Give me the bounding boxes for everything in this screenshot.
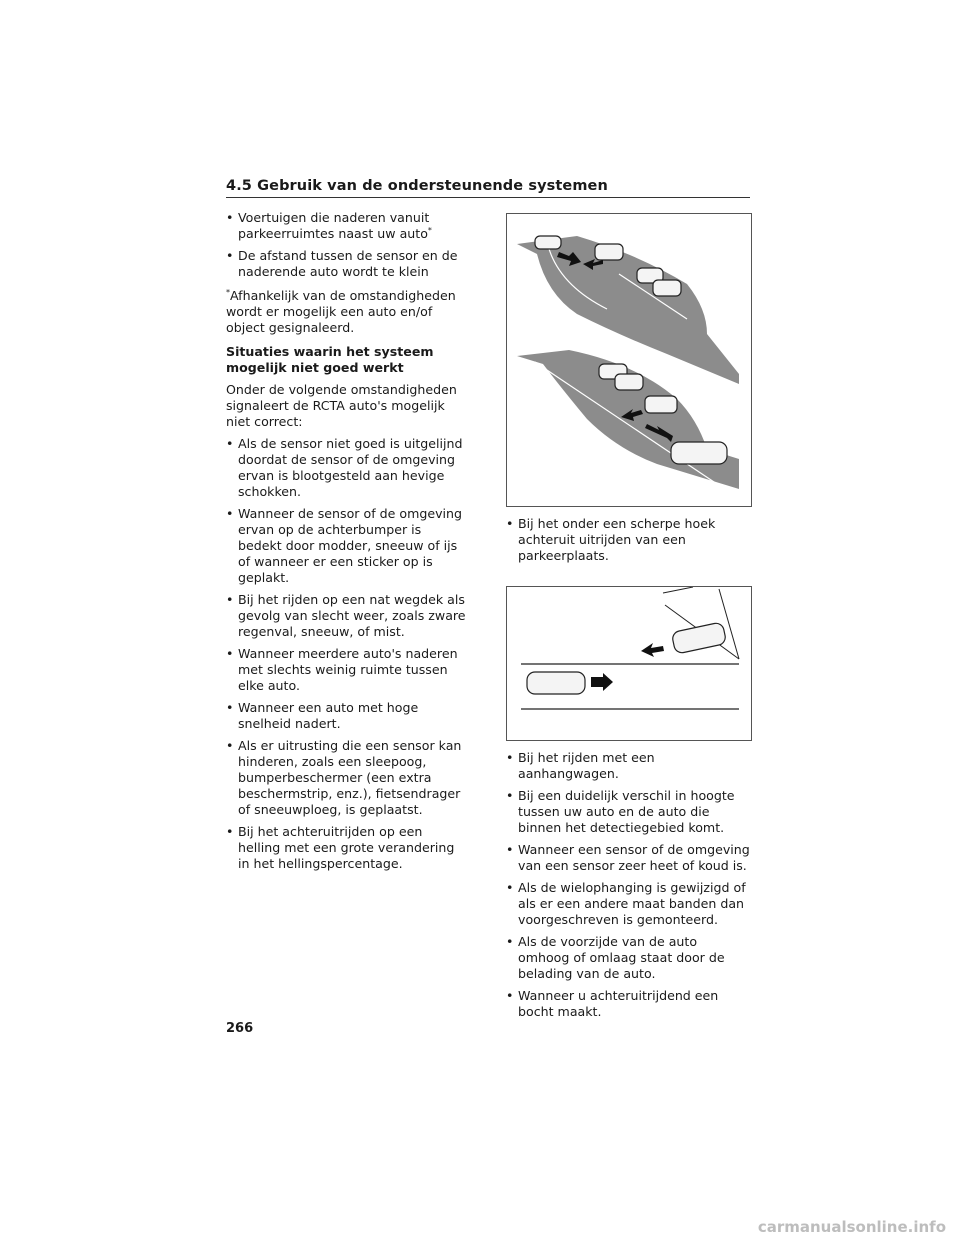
bullet-symbol: • xyxy=(506,516,514,531)
parking-space-line xyxy=(663,587,693,593)
car-icon xyxy=(645,396,677,413)
list-item: • Als er uitrusting die een sensor kan hinderen, zoals een sleepoog, bumperbeschermer (een extra beschermstrip, enz.), fietsendrager of sneeuwploeg, is geplaatst. xyxy=(226,738,462,817)
illustration-parking-angle xyxy=(506,586,752,741)
bullet-symbol: • xyxy=(226,592,234,607)
own-car-icon xyxy=(527,672,585,694)
list-item: • Als de sensor niet goed is uitgelijnd doordat de sensor of de omgeving ervan is blootgesteld aan hevige schokken. xyxy=(226,436,463,499)
parked-car-icon xyxy=(671,622,726,654)
parking-space-line xyxy=(719,589,739,659)
list-item: • Als de wielophanging is gewijzigd of als er een andere maat banden dan voorgeschreven is gemonteerd. xyxy=(506,880,746,927)
illustration-road-traffic xyxy=(506,213,752,507)
road-traffic-illustration xyxy=(507,214,751,506)
bullet-symbol: • xyxy=(226,738,234,753)
bullet-symbol: • xyxy=(226,506,234,521)
intro-paragraph: Onder de volgende omstandigheden signaleert de RCTA auto's mogelijk niet correct: xyxy=(226,382,457,429)
right-column-bottom xyxy=(506,750,750,1026)
bullet-symbol: • xyxy=(226,700,234,715)
bullet-symbol: • xyxy=(226,248,234,263)
bullet-symbol: • xyxy=(506,934,514,949)
footnote-marker: * xyxy=(427,225,432,235)
car-icon xyxy=(615,374,643,390)
car-icon xyxy=(671,442,727,464)
bullet-symbol: • xyxy=(226,436,234,451)
list-item: • Wanneer een sensor of de omgeving van een sensor zeer heet of koud is. xyxy=(506,842,750,873)
car-icon xyxy=(535,236,561,249)
bullet-symbol: • xyxy=(506,842,514,857)
list-item: • Voertuigen die naderen vanuit parkeerruimtes naast uw auto* xyxy=(226,210,432,241)
section-header xyxy=(226,178,750,198)
page-number: 266 xyxy=(226,1021,254,1036)
list-item: • Bij een duidelijk verschil in hoogte tussen uw auto en de auto die binnen het detectiegebied komt. xyxy=(506,788,735,835)
arrow-icon xyxy=(641,643,664,657)
bullet-symbol: • xyxy=(226,824,234,839)
watermark: carmanualsonline.info xyxy=(757,1218,946,1236)
bullet-symbol: • xyxy=(506,988,514,1003)
bullet-list-conditions xyxy=(226,436,466,872)
bullet-list-top xyxy=(226,210,466,280)
list-item: • Wanneer u achteruitrijdend een bocht maakt. xyxy=(506,988,719,1019)
bullet-symbol: • xyxy=(226,646,234,661)
list-item: • Bij het rijden op een nat wegdek als gevolg van slecht weer, zoals zware regenval, sneeuw, of mist. xyxy=(226,592,466,639)
bullet-list-right-bottom xyxy=(506,750,750,1020)
car-icon xyxy=(653,280,681,296)
bullet-symbol: • xyxy=(226,210,234,225)
car-icon xyxy=(595,244,623,260)
list-item: • Wanneer een auto met hoge snelheid nadert. xyxy=(226,700,419,731)
bullet-list-right-top xyxy=(506,516,750,564)
arrow-icon xyxy=(591,673,613,691)
footnote-marker: * xyxy=(226,287,230,297)
subheading: Situaties waarin het systeem mogelijk niet goed werkt xyxy=(226,344,434,375)
left-column xyxy=(226,210,466,878)
list-item: • Bij het onder een scherpe hoek achteruit uitrijden van een parkeerplaats. xyxy=(506,516,716,563)
list-item: • Bij het rijden met een aanhangwagen. xyxy=(506,750,655,781)
list-item: • Bij het achteruitrijden op een helling met een grote verandering in het hellingspercentage. xyxy=(226,824,455,871)
bullet-symbol: • xyxy=(506,788,514,803)
parking-angle-illustration xyxy=(507,587,751,740)
footnote: *Afhankelijk van de omstandigheden wordt er mogelijk een auto en/of object gesignaleerd. xyxy=(226,287,456,335)
list-item: • Wanneer meerdere auto's naderen met slechts weinig ruimte tussen elke auto. xyxy=(226,646,458,693)
list-item: • Als de voorzijde van de auto omhoog of omlaag staat door de belading van de auto. xyxy=(506,934,725,981)
road-lower xyxy=(517,350,739,489)
list-item: • Wanneer de sensor of de omgeving ervan op de achterbumper is bedekt door modder, sneeuw of ijs of wanneer er een sticker op is geplakt. xyxy=(226,506,463,585)
right-column-top xyxy=(506,516,750,570)
bullet-symbol: • xyxy=(506,880,514,895)
bullet-symbol: • xyxy=(506,750,514,765)
list-item: • De afstand tussen de sensor en de naderende auto wordt te klein xyxy=(226,248,458,279)
section-title: 4.5 Gebruik van de ondersteunende systemen xyxy=(226,178,608,194)
